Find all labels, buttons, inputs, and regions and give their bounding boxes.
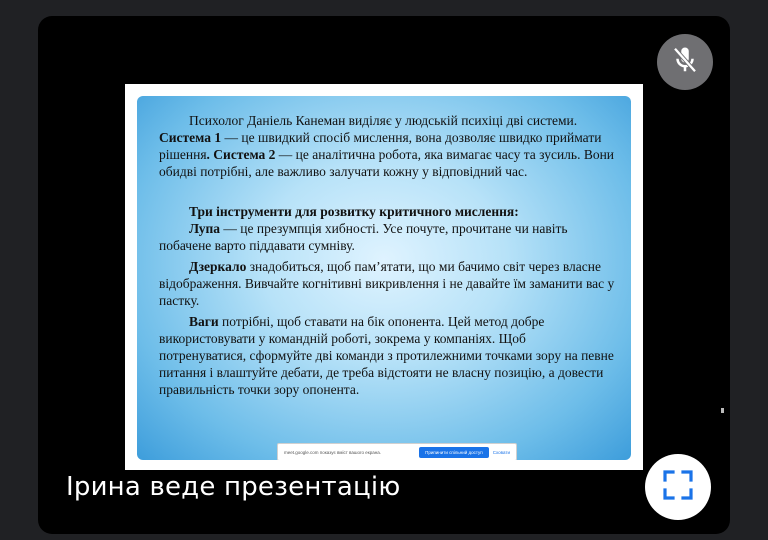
hide-button[interactable]: Сховати bbox=[492, 449, 510, 455]
stop-sharing-button[interactable]: Припинити спільний доступ bbox=[419, 447, 489, 458]
intro-paragraph: Психолог Даніель Канеман виділяє у людській психіці дві системи. Система 1 — це швидкий спосіб мислення, вона дозволяє швидко приймати рішення. Система 2 — це аналітична робота, яка вимагає часу та зусиль. Вони обидві потрібні, але важливо залучати кожну у відповідний час. bbox=[159, 113, 615, 179]
screen-share-bar bbox=[277, 443, 517, 460]
slide-heading: Три інструменти для розвитку критичного мислення: bbox=[189, 204, 519, 219]
dzerkalo-paragraph: Дзеркало знадобиться, щоб пам’ятати, що ми бачимо світ через власне відображення. Вивчайте когнітивні викривлення і не давайте їм заманити вас у пастку. bbox=[159, 259, 615, 308]
mic-off-indicator bbox=[657, 34, 713, 90]
share-message: meet.google.com показує вміст вашого екрана. bbox=[284, 449, 381, 455]
fullscreen-button[interactable] bbox=[645, 454, 711, 520]
presenter-label: Ірина веде презентацію bbox=[66, 472, 401, 502]
slide-text bbox=[159, 112, 615, 398]
mouse-cursor bbox=[721, 408, 724, 413]
presentation-slide bbox=[137, 96, 631, 460]
shared-screen bbox=[125, 84, 643, 470]
mic-off-icon bbox=[670, 45, 700, 80]
fullscreen-icon bbox=[662, 469, 694, 506]
lupa-paragraph: Лупа — це презумпція хибності. Усе почуте, прочитане чи навіть побачене варто піддавати сумніву. bbox=[159, 221, 568, 253]
vagy-paragraph: Ваги потрібні, щоб ставати на бік опонента. Цей метод добре використовувати у командній роботі, зокрема у компаніях. Щоб потренуватися, сформуйте дві команди з протилежними точками зору на певне питання і влаштуйте дебати, де треба відстояти не власну позицію, а довести правильність точки зору опонента. bbox=[159, 314, 614, 397]
